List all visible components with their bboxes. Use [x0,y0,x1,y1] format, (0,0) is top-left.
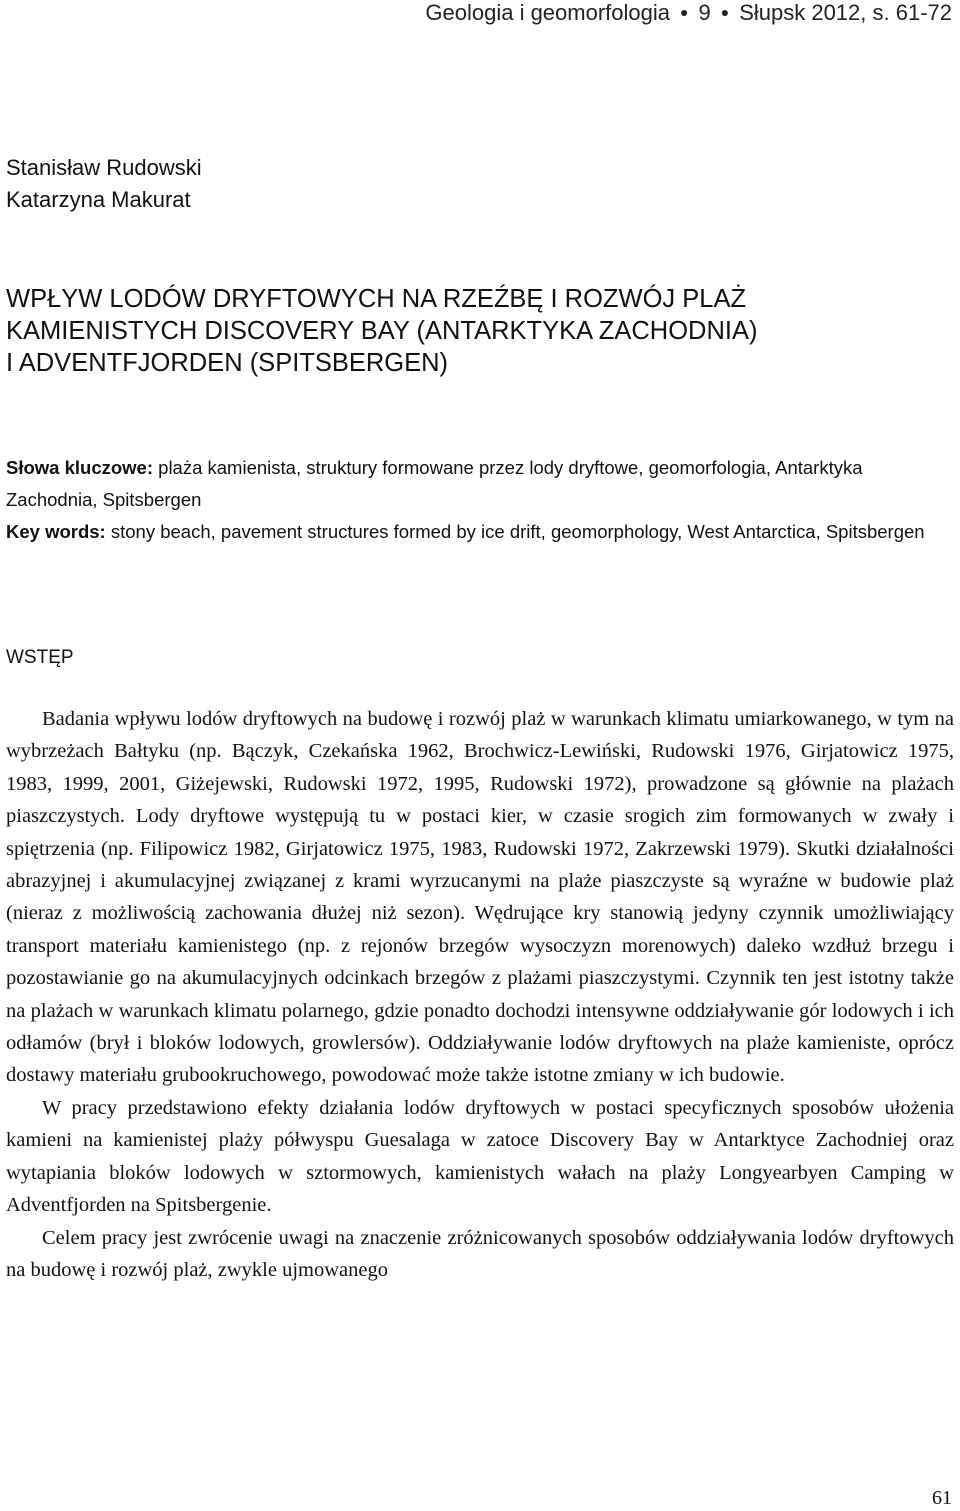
body-text [6,703,954,1286]
running-header [425,0,952,25]
paragraph: W pracy przedstawiono efekty działania lodów dryftowych w postaci specyficznych sposobów ułożenia kamieni na kamienistej plaży półwyspu Guesalaga w zatoce Discovery Bay w Antarktyce Zachodniej oraz wytapiania bloków lodowych w sztormowych, kamienistych wałach na plaży Longyearbyen Camping w Adventfjorden na Spitsbergenie. [6,1096,954,1217]
bullet-separator-icon: ● [680,4,689,20]
section-heading: WSTĘP [6,647,74,668]
title-line: I ADVENTFJORDEN (SPITSBERGEN) [6,349,449,377]
author-name: Stanisław Rudowski [6,155,202,180]
paper-title [6,283,956,379]
keywords-polish-label: Słowa kluczowe: [6,457,154,478]
keywords-english-label: Key words: [6,521,106,542]
keywords-polish-text: plaża kamienista, struktury formowane przez lody dryftowe, geomorfologia, Antarktyka Zachodnia, Spitsbergen [6,457,863,510]
location-pages: Słupsk 2012, s. 61-72 [739,0,952,25]
keywords-english-text: stony beach, pavement structures formed by ice drift, geomorphology, West Antarctica, Spitsbergen [110,521,925,542]
paragraph: Celem pracy jest zwrócenie uwagi na znaczenie zróżnicowanych sposobów oddziaływania lodów dryftowych na budowę i rozwój plaż, zwykle ujmowanego [6,1226,954,1281]
paragraph: Badania wpływu lodów dryftowych na budowę i rozwój plaż w warunkach klimatu umiarkowanego, w tym na wybrzeżach Bałtyku (np. Bączyk, Czekańska 1962, Brochwicz-Lewiński, Rudowski 1976, Girjatowicz 1975, 1983, 1999, 2001, Giżejewski, Rudowski 1972, 1995, Rudowski 1972), prowadzone są głównie na plażach piaszczystych. Lody dryftowe występują tu w postaci kier, w czasie srogich zim formowanych w zwały i spiętrzenia (np. Filipowicz 1982, Girjatowicz 1975, 1983, Rudowski 1972, Zakrzewski 1979). Skutki działalności abrazyjnej i akumulacyjnej związanej z krami wyrzucanymi na plaże piaszczyste są wyraźne w budowie plaż (nieraz z możliwością zachowania dłużej niż sezon). Wędrujące kry stanowią jedyny czynnik umożliwiający transport materiału kamienistego (np. z rejonów brzegów wysoczyzn morenowych) daleko wzdłuż brzegu i pozostawianie go na akumulacyjnych odcinkach brzegów z plażami piaszczystymi. Czynnik ten jest istotny także na plażach w warunkach klimatu polarnego, gdzie ponadto dochodzi intensywne oddziaływanie gór lodowych i ich odłamów (brył i bloków lodowych, growlersów). Oddziaływanie lodów dryftowych na plaże kamieniste, oprócz dostawy materiału grubookruchowego, powodować może także istotne zmiany w ich budowie. [6,708,954,1087]
page-number: 61 [932,1487,952,1509]
volume-number: 9 [698,0,711,25]
keywords-english [6,516,956,548]
author-name: Katarzyna Makurat [6,187,191,212]
author-list [6,152,202,216]
title-line: WPŁYW LODÓW DRYFTOWYCH NA RZEŹBĘ I ROZWÓJ PLAŻ [6,285,747,313]
keywords-block [6,452,956,548]
keywords-polish [6,452,956,516]
title-line: KAMIENISTYCH DISCOVERY BAY (ANTARKTYKA ZACHODNIA) [6,317,758,345]
bullet-separator-icon: ● [720,4,730,20]
journal-name: Geologia i geomorfologia [425,0,670,25]
